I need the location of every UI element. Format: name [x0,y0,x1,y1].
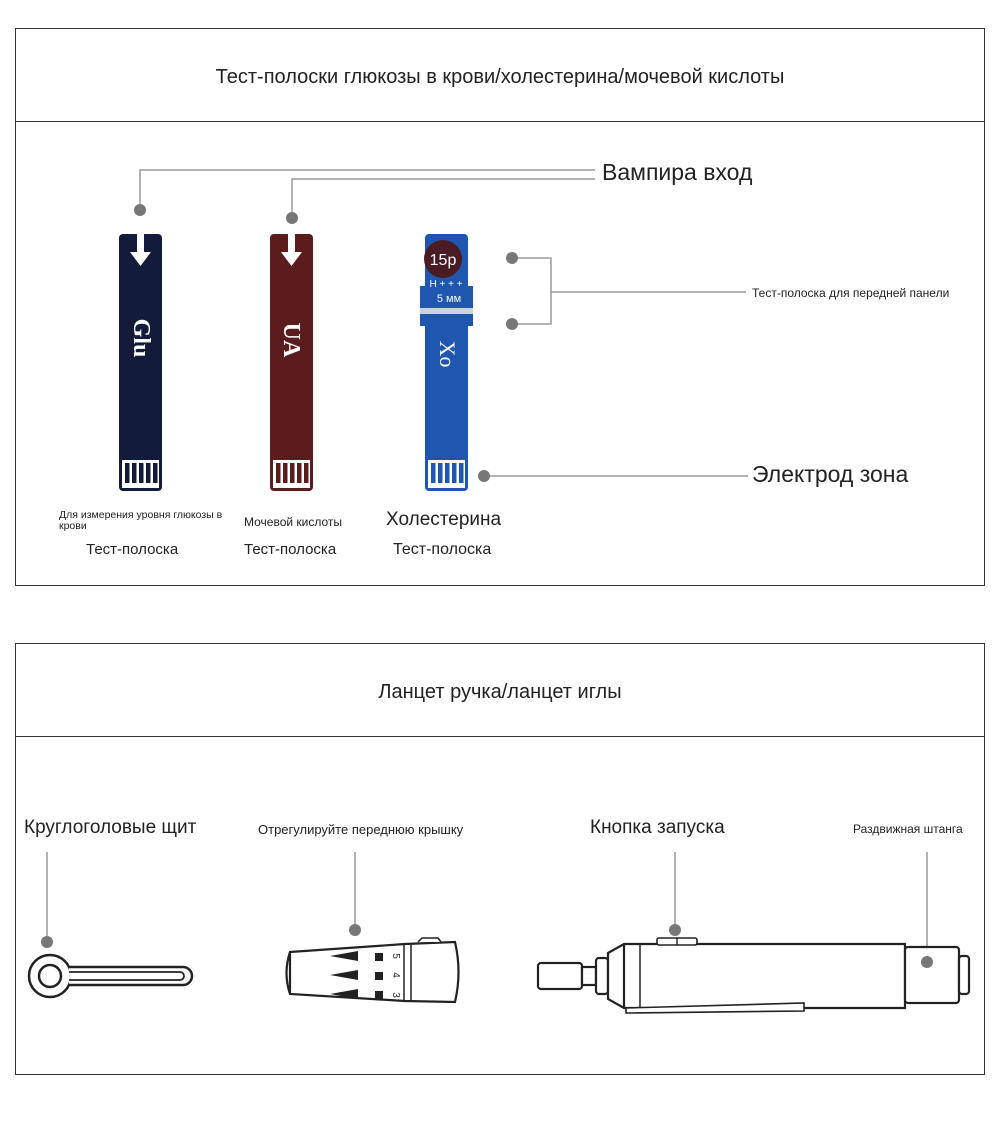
release-button-dot [669,924,681,936]
front-panel-label: Тест-полоска для передней панели [752,286,950,300]
ua-strip-type: Тест-полоска [244,541,337,558]
sliding-rod-label: Раздвижная штанга [853,822,963,836]
glu-strip-code: Glu [128,318,154,358]
round-shield-lancet [29,955,192,997]
adjust-cap-dot [349,924,361,936]
release-button-label: Кнопка запуска [590,817,725,838]
adjustable-front-cap [287,938,459,1002]
glu-strip-type: Тест-полоска [86,541,179,558]
round-shield-label: Круглоголовые щит [24,817,197,838]
lancet-pen [538,938,969,1013]
blood-inlet-label: Вампира вход [602,159,753,185]
svg-text:3: 3 [390,992,401,998]
ua-strip-code: UA [278,322,304,358]
xo-strip-type: Тест-полоска [393,541,492,558]
xo-strip-caption: Холестерина [386,509,502,530]
lancet-title: Ланцет ручка/ланцет иглы [378,681,622,703]
adjust-cap-label: Отрегулируйте переднюю крышку [258,822,464,837]
xo-badge-text: 15р [429,252,457,269]
sliding-rod-dot [921,956,933,968]
xo-strip-code: Xo [435,340,460,368]
round-shield-dot [41,936,53,948]
test-strips-title: Тест-полоски глюкозы в крови/холестерина/мочевой кислоты [215,66,785,88]
glu-strip-caption: Для измерения уровня глюкозы в крови [59,509,223,532]
xo-marks: Н + + + [429,279,463,290]
xo-size: 5 мм [436,293,462,305]
ua-strip-caption: Мочевой кислоты [244,515,343,529]
svg-text:5: 5 [390,953,401,959]
electrode-zone-label: Электрод зона [752,461,909,487]
svg-text:4: 4 [390,972,401,978]
